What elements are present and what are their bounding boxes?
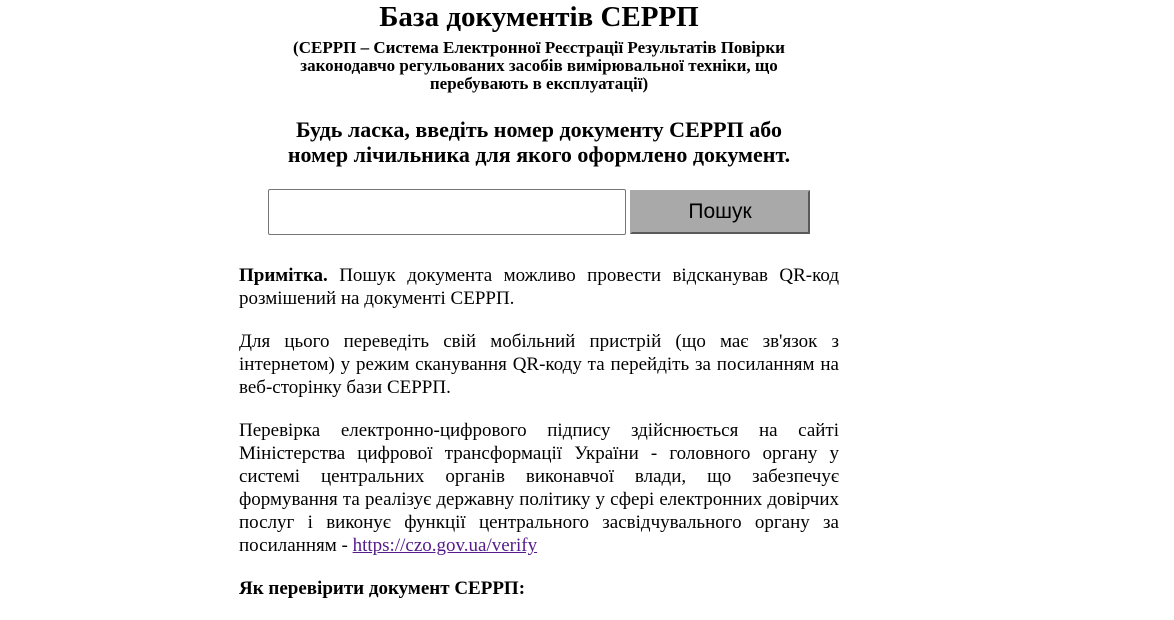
note-paragraph [239,264,839,310]
page-subtitle: (СЕРРП – Система Електронної Реєстрації Результатів Повірки законодавчо регульованих засобів вимірювальної техніки, що перебувають в експлуатації) [293,38,785,93]
search-prompt-line-1: Будь ласка, введіть номер документу СЕРРП або [296,117,782,142]
howto-heading: Як перевірити документ СЕРРП: [239,578,526,599]
signature-verification-paragraph [239,419,839,557]
verify-link[interactable]: https://czo.gov.ua/verify [352,535,538,556]
search-prompt [229,117,849,167]
search-input[interactable] [268,189,626,235]
notes-section [239,264,839,620]
qr-instructions-paragraph: Для цього переведіть свій мобільний пристрій (що має зв'язок з інтернетом) у режим сканування QR-коду та перейдіть за посиланням на веб-сторінку бази СЕРРП. [239,331,839,398]
note-label: Примітка. [239,265,328,286]
search-button[interactable]: Пошук [630,190,810,234]
note-text: Пошук документа можливо провести відсканував QR-код розмішений на документі СЕРРП. [239,265,839,309]
page-title: База документів СЕРРП [379,1,699,33]
signature-verification-text: Перевірка електронно-цифрового підпису здійснюється на сайті Міністерства цифрової трансформації України - головного органу у системі центральних органів виконавчої влади, що забезпечує формування та реалізує державну політику у сфері електронних довірчих послуг і виконує функції центрального засвідчувального органу за посиланням - [239,420,839,556]
search-prompt-line-2: номер лічильника для якого оформлено документ. [287,142,791,167]
